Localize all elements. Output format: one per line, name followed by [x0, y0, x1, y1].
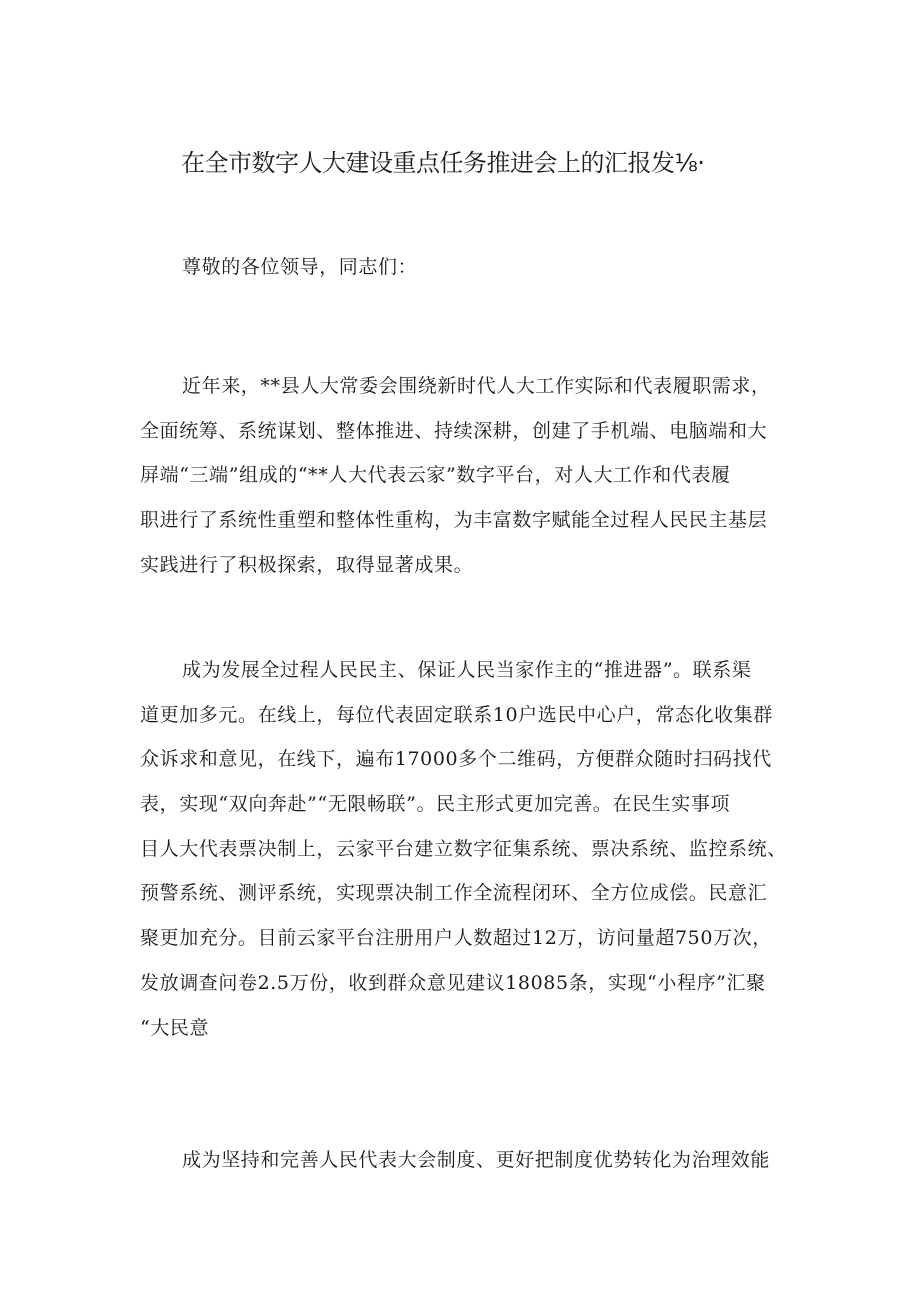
- paragraph-line: 表，实现“双向奔赴”“无限畅联”。民主形式更加完善。在民生实事项: [140, 793, 731, 816]
- paragraph-line: 成为坚持和完善人民代表大会制度、更好把制度优势转化为治理效能: [182, 1149, 771, 1171]
- paragraph-line: 近年来，**县人大常委会围绕新时代人大工作实际和代表履职需求，: [182, 375, 771, 397]
- salutation-line: 尊敬的各位领导，同志们：: [182, 256, 418, 278]
- salutation: [140, 245, 790, 290]
- paragraph-line: 实践进行了积极探索，取得显著成果。: [140, 553, 474, 576]
- paragraph-line: 目人大代表票决制上，云家平台建立数字征集系统、票决系统、监控系统、: [140, 837, 787, 860]
- paragraph-line: 道更加多元。在线上，每位代表固定联系10户选民中心户，常态化收集群: [140, 703, 773, 726]
- paragraph-intro: [140, 364, 790, 587]
- paragraph-line: 成为发展全过程人民民主、保证人民当家作主的“推进器”。联系渠: [182, 659, 752, 681]
- paragraph-line: 职进行了系统性重塑和整体性重构，为丰富数字赋能全过程人民民主基层: [140, 509, 768, 532]
- document-title: 在全市数字人大建设重点任务推进会上的汇报发⅛·: [181, 149, 705, 177]
- paragraph-line: 预警系统、测评系统，实现票决制工作全流程闭环、全方位成偿。民意汇: [140, 882, 768, 905]
- paragraph-promoter: [140, 648, 790, 1050]
- paragraph-line: 发放调查问卷2.5万份，收到群众意见建议18085条，实现“小程序”汇聚: [140, 971, 766, 994]
- paragraph-line: 众诉求和意见，在线下，遍布17000多个二维码，方便群众随时扫码找代: [140, 748, 772, 771]
- paragraph-line: 聚更加充分。目前云家平台注册用户人数超过12万，访问量超750万次，: [140, 927, 772, 950]
- paragraph-line: 全面统筹、系统谋划、整体推进、持续深耕，创建了手机端、电脑端和大: [140, 419, 768, 442]
- paragraph-line: 屏端“三端”组成的“**人大代表云家”数字平台，对人大工作和代表履: [140, 464, 731, 487]
- paragraph-system: [140, 1138, 790, 1183]
- paragraph-line: “大民意: [140, 1016, 210, 1039]
